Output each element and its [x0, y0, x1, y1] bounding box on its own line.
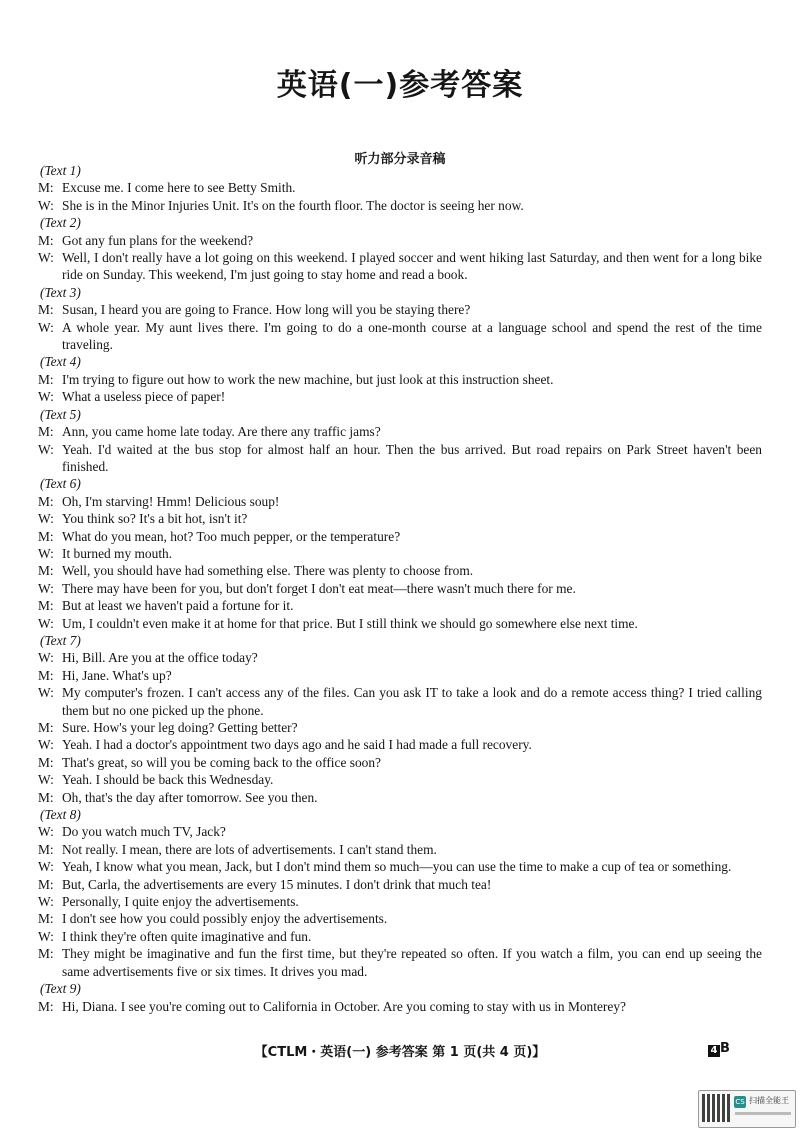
- watermark-subline: [735, 1112, 791, 1115]
- dialogue-text: Oh, that's the day after tomorrow. See you then.: [62, 789, 318, 805]
- speaker-label: W:: [38, 650, 54, 666]
- dialogue-text: Hi, Bill. Are you at the office today?: [62, 650, 258, 666]
- text-label: [38, 214, 762, 231]
- text-label: [38, 353, 762, 370]
- speaker-label: W:: [38, 250, 54, 266]
- dialogue-line: [38, 232, 762, 249]
- dialogue-text: Um, I couldn't even make it at home for that price. But I still think we should go somewhere else next time.: [62, 615, 638, 631]
- speaker-label: W:: [38, 685, 54, 701]
- dialogue-text: Well, you should have had something else. There was plenty to choose from.: [62, 563, 474, 579]
- speaker-label: M:: [38, 598, 54, 614]
- speaker-label: M:: [38, 563, 54, 579]
- dialogue-line: [38, 789, 762, 806]
- text-label-text: (Text 3): [40, 284, 81, 300]
- dialogue-text: Not really. I mean, there are lots of advertisements. I can't stand them.: [62, 841, 437, 857]
- speaker-label: W:: [38, 824, 54, 840]
- dialogue-text: But at least we haven't paid a fortune for it.: [62, 598, 294, 614]
- dialogue-text: Do you watch much TV, Jack?: [62, 824, 226, 840]
- text-label: [38, 806, 762, 823]
- dialogue-text: It burned my mouth.: [62, 545, 173, 561]
- dialogue-text: Sure. How's your leg doing? Getting better?: [62, 720, 298, 735]
- speaker-label: M:: [38, 876, 54, 892]
- dialogue-line: [38, 667, 762, 684]
- dialogue-text: What do you mean, hot? Too much pepper, or the temperature?: [62, 528, 401, 544]
- section-title: 听力部分录音稿: [354, 152, 446, 167]
- text-label-text: (Text 8): [40, 807, 81, 823]
- dialogue-line: [38, 597, 762, 614]
- dialogue-line: [38, 301, 762, 318]
- dialogue-line: [38, 371, 762, 388]
- speaker-label: M:: [38, 841, 54, 857]
- speaker-label: W:: [38, 389, 54, 405]
- dialogue-line: [38, 319, 762, 354]
- dialogue-text: Excuse me. I come here to see Betty Smith.: [62, 180, 296, 196]
- speaker-label: M:: [38, 667, 54, 683]
- dialogue-text: A whole year. My aunt lives there. I'm going to do a one-month course at a language school and spend the rest of the time traveling.: [62, 319, 762, 353]
- text-label-text: (Text 7): [40, 632, 81, 648]
- dialogue-line: [38, 736, 762, 753]
- dialogue-text: Well, I don't really have a lot going on this weekend. I played soccer and went hiking last Saturday, and then went for a long bike ride on Sunday. This weekend, I'm just going to stay home and read a book.: [62, 250, 762, 283]
- dialogue-text: But, Carla, the advertisements are every 15 minutes. I don't drink that much tea!: [62, 876, 492, 892]
- dialogue-line: [38, 423, 762, 440]
- dialogue-line: [38, 562, 762, 579]
- qr-code-icon: [702, 1094, 730, 1122]
- text-label-text: (Text 9): [40, 981, 81, 997]
- dialogue-text: Got any fun plans for the weekend?: [62, 232, 254, 248]
- dialogue-line: [38, 945, 762, 980]
- dialogue-text: They might be imaginative and fun the first time, but they're repeated so often. If you watch a film, you can end up seeing the same advertisements five or six times. It drives you mad.: [62, 946, 762, 979]
- speaker-label: M:: [38, 528, 54, 544]
- dialogue-line: [38, 388, 762, 405]
- speaker-label: M:: [38, 180, 54, 196]
- dialogue-text: My computer's frozen. I can't access any of the files. Can you ask IT to take a look and do a remote access thing? I tried calling them but no one picked up the phone.: [62, 685, 762, 718]
- dialogue-line: [38, 528, 762, 545]
- dialogue-line: [38, 684, 762, 719]
- speaker-label: W:: [38, 441, 54, 457]
- speaker-label: W:: [38, 511, 54, 527]
- dialogue-text: What a useless piece of paper!: [62, 389, 226, 405]
- dialogue-text: Oh, I'm starving! Hmm! Delicious soup!: [62, 493, 280, 509]
- watermark-text: 扫描全能王: [749, 1096, 789, 1105]
- speaker-label: W:: [38, 615, 54, 631]
- paper-version-badge: [708, 1041, 730, 1057]
- dialogue-line: [38, 928, 762, 945]
- text-label: [38, 406, 762, 423]
- dialogue-line: [38, 841, 762, 858]
- dialogue-line: [38, 649, 762, 666]
- dialogue-text: That's great, so will you be coming back to the office soon?: [62, 754, 381, 770]
- speaker-label: M:: [38, 789, 54, 805]
- camscanner-logo-icon: CS: [735, 1098, 745, 1106]
- dialogue-line: [38, 858, 762, 875]
- dialogue-line: [38, 580, 762, 597]
- dialogue-line: [38, 771, 762, 788]
- dialogue-line: [38, 876, 762, 893]
- speaker-label: W:: [38, 197, 54, 213]
- speaker-label: W:: [38, 859, 54, 875]
- speaker-label: M:: [38, 720, 54, 735]
- dialogue-line: [38, 179, 762, 196]
- speaker-label: W:: [38, 319, 54, 335]
- speaker-label: W:: [38, 737, 54, 753]
- dialogue-text: Personally, I quite enjoy the advertisements.: [62, 894, 299, 910]
- dialogue-line: [38, 719, 762, 736]
- text-label: [38, 632, 762, 649]
- page-footer: 【CTLM・英语(一) 参考答案 第 1 页(共 4 页)】: [254, 1045, 546, 1060]
- text-label: [38, 475, 762, 492]
- dialogue-text: Yeah. I should be back this Wednesday.: [62, 772, 274, 788]
- dialogue-line: [38, 893, 762, 910]
- dialogue-text: Yeah, I know what you mean, Jack, but I don't mind them so much—you can use the time to make a cup of tea or something.: [62, 859, 732, 875]
- dialogue-line: [38, 615, 762, 632]
- text-label: [38, 162, 762, 179]
- speaker-label: M:: [38, 371, 54, 387]
- dialogue-line: [38, 249, 762, 284]
- dialogue-text: Hi, Jane. What's up?: [62, 667, 172, 683]
- dialogue-text: She is in the Minor Injuries Unit. It's on the fourth floor. The doctor is seeing her now.: [62, 197, 524, 213]
- speaker-label: W:: [38, 580, 54, 596]
- speaker-label: W:: [38, 894, 54, 910]
- speaker-label: W:: [38, 772, 54, 788]
- dialogue-line: [38, 510, 762, 527]
- speaker-label: M:: [38, 946, 54, 962]
- dialogue-text: I don't see how you could possibly enjoy the advertisements.: [62, 911, 388, 927]
- dialogue-line: [38, 441, 762, 476]
- text-label: [38, 284, 762, 301]
- text-label-text: (Text 2): [40, 215, 81, 231]
- scanner-watermark: [698, 1090, 796, 1128]
- text-label-text: (Text 4): [40, 354, 81, 370]
- transcript-body: [38, 162, 762, 1015]
- speaker-label: M:: [38, 754, 54, 770]
- speaker-label: M:: [38, 911, 54, 927]
- speaker-label: W:: [38, 545, 54, 561]
- speaker-label: W:: [38, 928, 54, 944]
- text-label-text: (Text 6): [40, 476, 81, 492]
- dialogue-line: [38, 754, 762, 771]
- dialogue-line: [38, 823, 762, 840]
- dialogue-text: Hi, Diana. I see you're coming out to California in October. Are you coming to stay with us in Monterey?: [62, 998, 626, 1014]
- dialogue-text: You think so? It's a bit hot, isn't it?: [62, 511, 248, 527]
- dialogue-line: [38, 197, 762, 214]
- text-label: [38, 980, 762, 997]
- dialogue-text: Yeah. I had a doctor's appointment two days ago and he said I had made a full recovery.: [62, 737, 532, 753]
- dialogue-line: [38, 998, 762, 1015]
- dialogue-text: Susan, I heard you are going to France. How long will you be staying there?: [62, 302, 471, 318]
- dialogue-line: [38, 545, 762, 562]
- speaker-label: M:: [38, 232, 54, 248]
- badge-letter: B: [720, 1041, 730, 1056]
- page-title: 英语(一)参考答案: [276, 68, 524, 103]
- dialogue-text: I think they're often quite imaginative and fun.: [62, 928, 312, 944]
- speaker-label: M:: [38, 302, 54, 318]
- text-label-text: (Text 1): [40, 163, 81, 178]
- speaker-label: M:: [38, 493, 54, 509]
- speaker-label: M:: [38, 998, 54, 1014]
- badge-box: 4: [708, 1045, 720, 1057]
- speaker-label: M:: [38, 424, 54, 440]
- dialogue-text: I'm trying to figure out how to work the new machine, but just look at this instruction sheet.: [62, 371, 554, 387]
- dialogue-text: Ann, you came home late today. Are there any traffic jams?: [62, 424, 381, 440]
- dialogue-text: There may have been for you, but don't forget I don't eat meat—there wasn't much there for me.: [62, 580, 576, 596]
- dialogue-line: [38, 910, 762, 927]
- dialogue-line: [38, 493, 762, 510]
- text-label-text: (Text 5): [40, 406, 81, 422]
- dialogue-text: Yeah. I'd waited at the bus stop for almost half an hour. Then the bus arrived. But road repairs on Park Street haven't been finished.: [62, 441, 762, 474]
